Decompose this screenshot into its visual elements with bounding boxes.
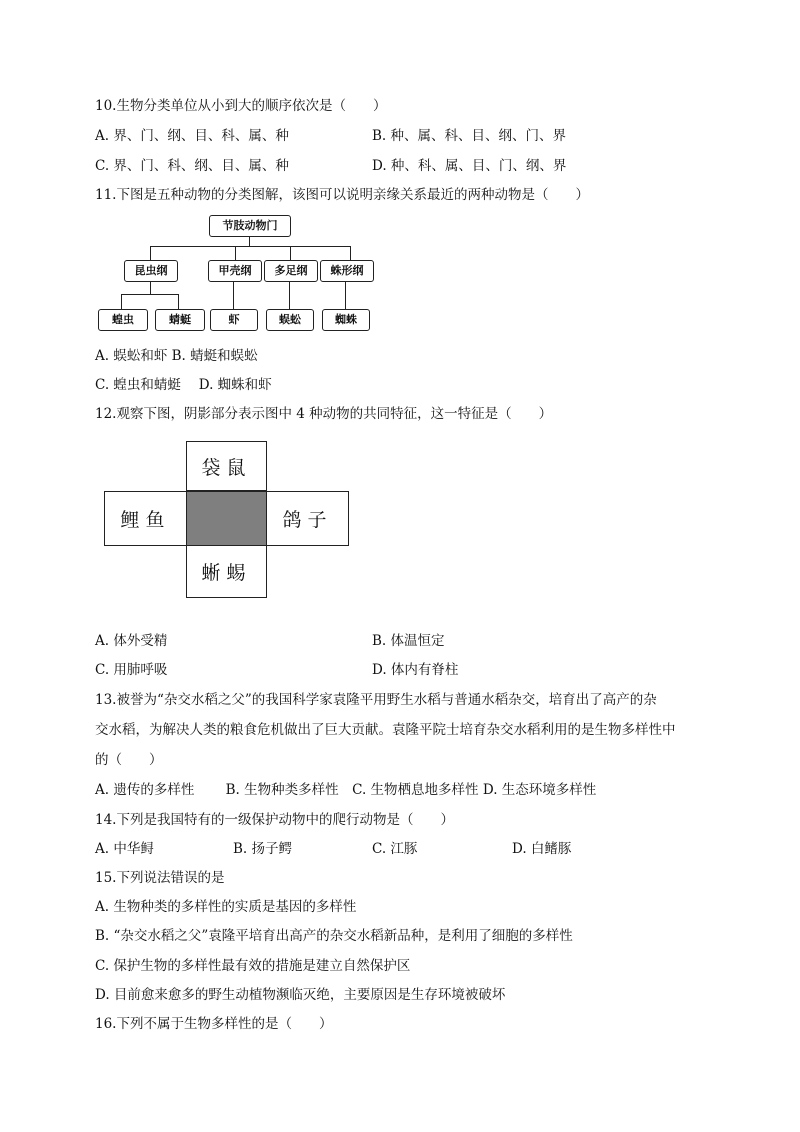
q15-option-b: B. “杂交水稻之父”袁隆平培育出高产的杂交水稻新品种，是利用了细胞的多样性 bbox=[95, 928, 573, 944]
q13-options: A. 遗传的多样性 B. 生物种类多样性 C. 生物栖息地多样性 D. 生态环境多样性 bbox=[95, 782, 597, 798]
cross-left-carp: 鲤鱼 bbox=[104, 491, 187, 546]
q14-option-d: D. 白鳍豚 bbox=[512, 841, 572, 857]
tree-connector bbox=[121, 294, 122, 309]
q10-option-d: D. 种、科、属、目、门、纲、界 bbox=[372, 158, 567, 174]
q12-stem: 12.观察下图，阴影部分表示图中 4 种动物的共同特征，这一特征是（ ） bbox=[95, 406, 553, 422]
q14-option-a: A. 中华鲟 bbox=[95, 841, 154, 857]
tree-connector bbox=[345, 282, 346, 309]
tree-connector bbox=[150, 246, 350, 247]
q14-option-c: C. 江豚 bbox=[372, 841, 418, 857]
q10-option-b: B. 种、属、科、目、纲、门、界 bbox=[372, 128, 567, 144]
tree-connector bbox=[350, 246, 351, 260]
tree-connector bbox=[289, 282, 290, 309]
q10-stem: 10.生物分类单位从小到大的顺序依次是（ ） bbox=[95, 98, 387, 114]
tree-connector bbox=[249, 236, 250, 246]
q14-option-b: B. 扬子鳄 bbox=[233, 841, 293, 857]
q15-stem: 15.下列说法错误的是 bbox=[95, 870, 225, 886]
q12-option-d: D. 体内有脊柱 bbox=[372, 662, 459, 678]
tree-animal-dragonfly: 蜻蜓 bbox=[155, 309, 205, 331]
q12-option-c: C. 用肺呼吸 bbox=[95, 662, 168, 678]
cross-right-pigeon: 鸽子 bbox=[266, 491, 349, 546]
cross-shaded-common-feature bbox=[186, 491, 267, 546]
cross-top-kangaroo: 袋鼠 bbox=[186, 441, 267, 491]
tree-connector bbox=[178, 294, 179, 309]
tree-class-insecta: 昆虫纲 bbox=[124, 260, 178, 282]
tree-animal-shrimp: 虾 bbox=[210, 309, 258, 331]
tree-animal-locust: 蝗虫 bbox=[98, 309, 148, 331]
q15-option-d: D. 目前愈来愈多的野生动植物濒临灭绝，主要原因是生存环境被破坏 bbox=[95, 987, 506, 1003]
tree-root-phylum: 节肢动物门 bbox=[209, 215, 291, 237]
tree-connector bbox=[233, 282, 234, 309]
q11-options-ab: A. 蜈蚣和虾 B. 蜻蜓和蜈蚣 bbox=[95, 348, 258, 364]
tree-connector bbox=[150, 282, 151, 294]
q12-option-b: B. 体温恒定 bbox=[372, 633, 445, 649]
q10-option-c: C. 界、门、科、纲、目、属、种 bbox=[95, 158, 289, 174]
tree-class-crustacea: 甲壳纲 bbox=[208, 260, 262, 282]
cross-bottom-lizard: 蜥蜴 bbox=[186, 545, 267, 598]
q15-option-c: C. 保护生物的多样性最有效的措施是建立自然保护区 bbox=[95, 958, 411, 974]
q13-stem-line3: 的（ ） bbox=[95, 752, 163, 768]
tree-connector bbox=[150, 246, 151, 260]
q12-option-a: A. 体外受精 bbox=[95, 633, 168, 649]
q13-stem-line2: 交水稻，为解决人类的粮食危机做出了巨大贡献。袁隆平院士培育杂交水稻利用的是生物多样性中 bbox=[95, 722, 676, 738]
tree-connector bbox=[121, 294, 178, 295]
tree-class-arachnida: 蛛形纲 bbox=[320, 260, 374, 282]
q11-stem: 11.下图是五种动物的分类图解，该图可以说明亲缘关系最近的两种动物是（ ） bbox=[95, 187, 589, 203]
tree-connector bbox=[235, 246, 236, 260]
q10-option-a: A. 界、门、纲、目、科、属、种 bbox=[95, 128, 289, 144]
q15-option-a: A. 生物种类的多样性的实质是基因的多样性 bbox=[95, 899, 357, 915]
q14-stem: 14.下列是我国特有的一级保护动物中的爬行动物是（ ） bbox=[95, 812, 454, 828]
tree-connector bbox=[290, 246, 291, 260]
tree-animal-centipede: 蜈蚣 bbox=[266, 309, 314, 331]
q16-stem: 16.下列不属于生物多样性的是（ ） bbox=[95, 1016, 333, 1032]
tree-animal-spider: 蜘蛛 bbox=[322, 309, 370, 331]
q11-options-cd: C. 蝗虫和蜻蜓 D. 蜘蛛和虾 bbox=[95, 377, 272, 393]
tree-class-myriapoda: 多足纲 bbox=[264, 260, 318, 282]
q13-stem-line1: 13.被誉为“杂交水稻之父”的我国科学家袁隆平用野生水稻与普通水稻杂交，培育出了高产的杂 bbox=[95, 692, 657, 708]
